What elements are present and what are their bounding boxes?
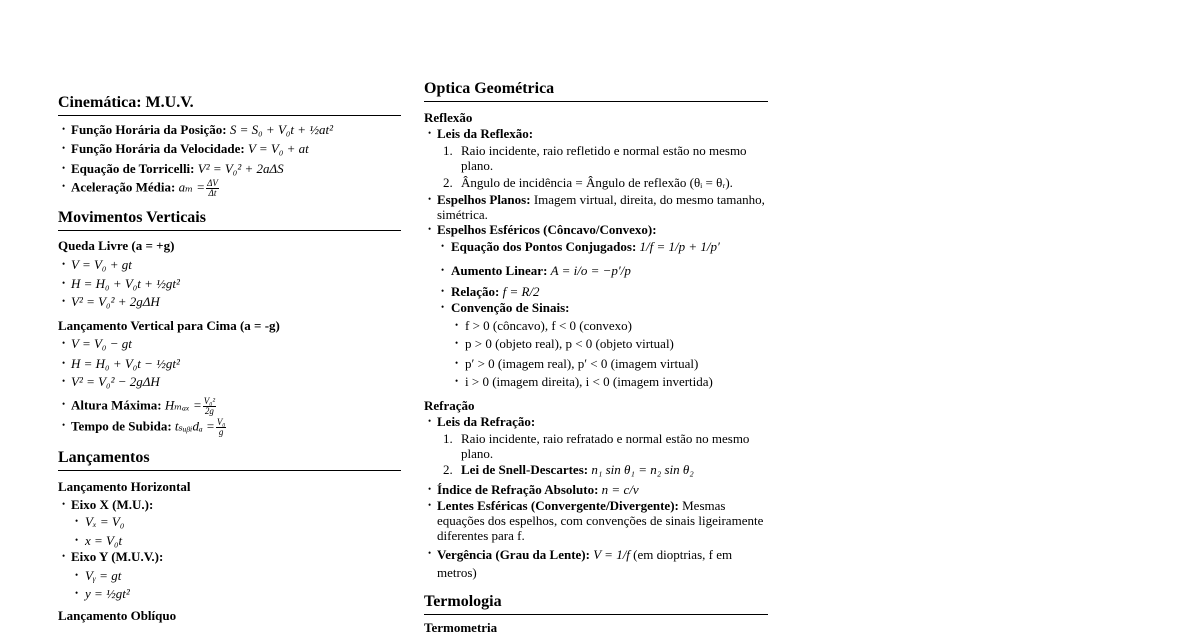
subsection-title-lancamento-obliquo: Lançamento Oblíquo <box>58 608 177 623</box>
subsection-title-termometria: Termometria <box>424 620 498 635</box>
subsection-title-queda-livre: Queda Livre (a = +g) <box>58 238 175 253</box>
subsection-title-lancamento-horizontal: Lançamento Horizontal <box>58 479 191 494</box>
section-title-movimentos-verticais: Movimentos Verticais <box>58 208 401 231</box>
section-title-lancamentos: Lançamentos <box>58 448 401 471</box>
section-title-optica: Optica Geométrica <box>424 79 768 102</box>
subsection-title-reflexao: Reflexão <box>424 110 473 125</box>
section-title-cinematica: Cinemática: M.U.V. <box>58 93 401 116</box>
section-title-termologia: Termologia <box>424 592 768 615</box>
subsection-title-refracao: Refração <box>424 398 475 413</box>
subsection-title-lancamento-vertical: Lançamento Vertical para Cima (a = -g) <box>58 318 280 333</box>
